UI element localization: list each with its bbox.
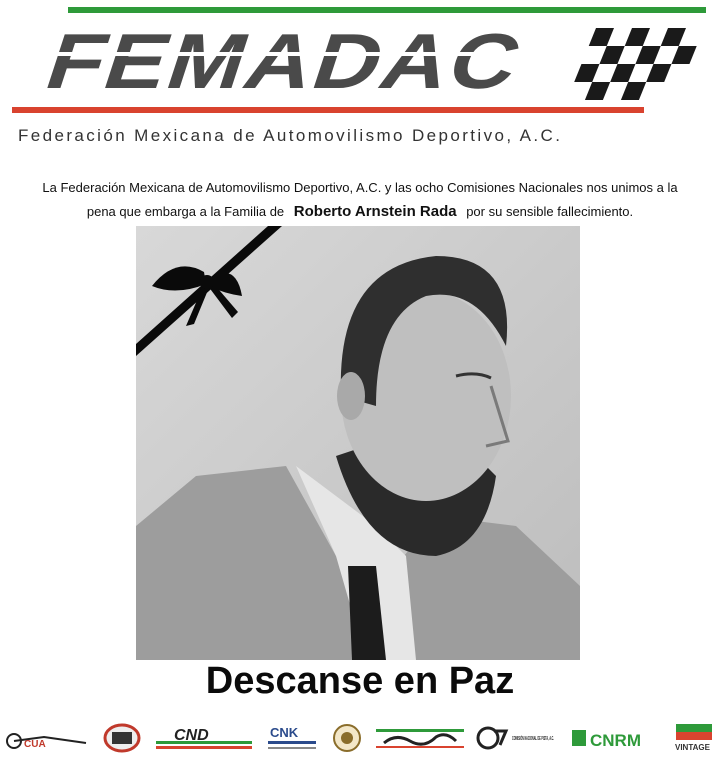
logo-red-stripe xyxy=(12,107,644,113)
cnrm-logo xyxy=(570,722,662,754)
round-emblem-logo xyxy=(330,722,364,754)
federation-name: Federación Mexicana de Automovilismo Deportivo, A.C. xyxy=(18,126,563,145)
cnk-logo xyxy=(266,722,318,754)
femadac-logo xyxy=(24,18,704,104)
sponsor-logos xyxy=(0,716,720,760)
message-prefix: pena que embarga a la Familia de xyxy=(86,204,285,219)
cua-logo xyxy=(4,722,90,754)
round-badge-logo xyxy=(102,722,142,754)
vintage-logo xyxy=(672,722,716,754)
svg-text:CNRM: CNRM xyxy=(590,731,641,750)
condolence-message xyxy=(0,176,720,224)
svg-text:CNK: CNK xyxy=(270,725,299,740)
deceased-name: Roberto Arnstein Rada xyxy=(293,203,457,220)
cnd-logo xyxy=(156,722,252,754)
logo-green-stripe xyxy=(68,7,706,13)
cnd-script-logo xyxy=(376,722,464,754)
svg-text:VINTAGE: VINTAGE xyxy=(675,743,710,752)
svg-text:CUA: CUA xyxy=(24,739,46,750)
message-line-1: La Federación Mexicana de Automovilismo Deportivo, A.C. y las ocho Comisiones Nacionales nos unimos a la xyxy=(42,180,678,195)
portrait-photo xyxy=(136,226,580,660)
svg-text:CND: CND xyxy=(174,727,209,744)
svg-text:COMISIÓN NACIONAL DE PISTA, A.: COMISIÓN NACIONAL DE PISTA, A.C. xyxy=(512,736,613,742)
checkered-flag-icon xyxy=(567,28,704,100)
cnp-logo xyxy=(476,722,613,754)
rest-in-peace-heading: Descanse en Paz xyxy=(205,660,515,702)
message-suffix: por su sensible fallecimiento. xyxy=(466,204,634,219)
message-line-2 xyxy=(0,200,720,224)
mourning-ribbon-icon xyxy=(136,226,286,356)
logo-wordmark: FEMADAC xyxy=(35,17,468,105)
